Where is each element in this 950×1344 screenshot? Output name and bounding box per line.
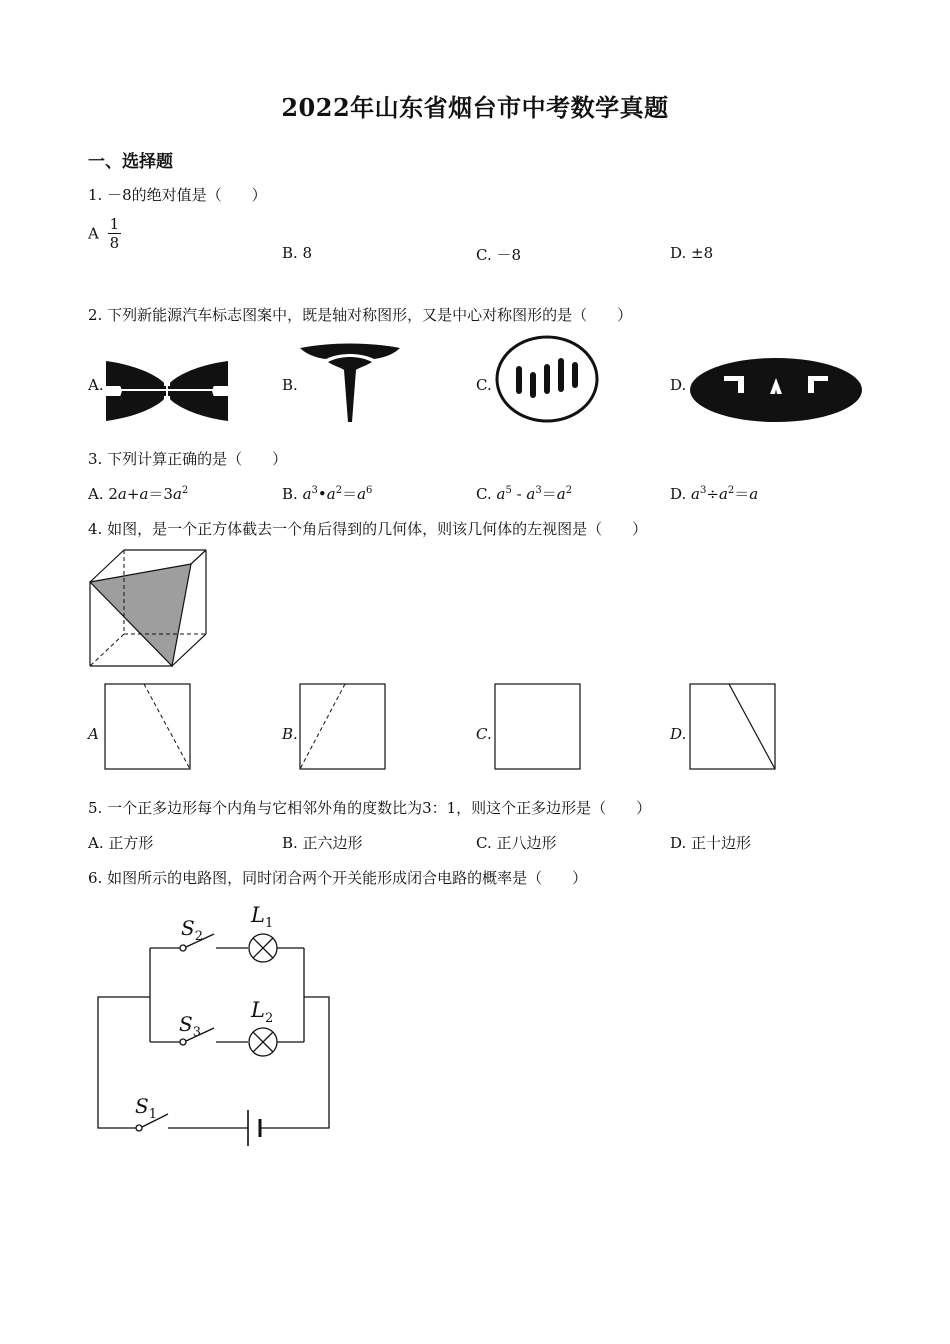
logo-b-t-shape[interactable]: [298, 344, 402, 424]
question-5-stem: 5. 一个正多边形每个内角与它相邻外角的度数比为3：1，则这个正多边形是（ ）: [88, 799, 652, 817]
cut-cube-figure: [86, 546, 212, 672]
q3b-eq: ＝: [342, 485, 358, 503]
q5-option-d[interactable]: D. 正十边形: [670, 834, 752, 852]
q4-option-b-label[interactable]: B.: [282, 725, 298, 743]
q3d-op: ÷: [706, 485, 719, 503]
label-subscript: 2: [264, 1011, 274, 1027]
exponent: 5: [505, 485, 512, 496]
logo-a-x-shape[interactable]: [104, 358, 230, 424]
label-letter: L: [251, 998, 265, 1022]
page-title: 2022年山东省烟台市中考数学真题: [281, 93, 669, 122]
label-letter: S: [179, 1012, 193, 1036]
question-4-stem: 4. 如图，是一个正方体截去一个角后得到的几何体，则该几何体的左视图是（ ）: [88, 520, 648, 538]
var-a: a: [302, 485, 312, 503]
q5-option-c[interactable]: C. 正八边形: [476, 834, 557, 852]
lamp-l2-label: [251, 998, 273, 1026]
var-a: a: [556, 485, 566, 503]
q3c-op: -: [511, 485, 527, 503]
switch-s2-label: [181, 916, 203, 944]
question-3-stem: 3. 下列计算正确的是（ ）: [88, 450, 288, 468]
label-subscript: 3: [192, 1025, 201, 1040]
fraction-numerator: 1: [109, 215, 120, 233]
q4-option-d-label[interactable]: D.: [670, 725, 687, 743]
logo-c-circle-bars[interactable]: [494, 334, 600, 424]
label-letter: L: [251, 903, 265, 927]
lamp-l1-label: [251, 903, 273, 931]
var-a: a: [139, 485, 149, 503]
q4-option-a-label[interactable]: A: [88, 725, 99, 743]
exponent: 3: [535, 485, 542, 496]
q3a-op: +: [126, 485, 140, 503]
label-subscript: 1: [148, 1107, 157, 1122]
q4-option-a-view[interactable]: [104, 683, 192, 771]
q3-option-d[interactable]: [670, 483, 758, 504]
q2-option-c-label[interactable]: C.: [476, 376, 492, 394]
label-subscript: 1: [264, 916, 274, 932]
q3b-text: B.: [282, 485, 303, 503]
q3d-text: D.: [670, 485, 692, 503]
fraction-denominator: 8: [109, 234, 120, 252]
q3c-text: C.: [476, 485, 497, 503]
var-a: a: [526, 485, 536, 503]
exponent: 2: [727, 485, 735, 496]
q3a-eq: ＝3: [148, 485, 173, 503]
q3d-eq: ＝: [734, 485, 750, 503]
q4-option-c-view[interactable]: [494, 683, 582, 771]
var-a: a: [117, 485, 127, 503]
switch-s3-label: [179, 1012, 201, 1040]
var-a: a: [718, 485, 728, 503]
q4-option-d-view[interactable]: [689, 683, 777, 771]
label-letter: S: [135, 1094, 149, 1118]
label-letter: S: [181, 916, 195, 940]
exponent: 2: [335, 485, 343, 496]
section-heading: 一、选择题: [88, 152, 173, 172]
q5-option-b[interactable]: B. 正六边形: [282, 834, 363, 852]
q1-option-b[interactable]: B. 8: [282, 244, 313, 262]
var-a: a: [357, 485, 367, 503]
q1-option-a[interactable]: [88, 215, 121, 252]
q4-option-b-view[interactable]: [299, 683, 387, 771]
label-subscript: 2: [194, 929, 203, 944]
q3c-eq: ＝: [541, 485, 557, 503]
exponent: 3: [699, 485, 707, 496]
q1-option-c[interactable]: C. －8: [476, 246, 522, 264]
exponent: 2: [565, 485, 573, 496]
question-6-stem: 6. 如图所示的电路图，同时闭合两个开关能形成闭合电路的概率是（ ）: [88, 869, 588, 887]
q2-option-d-label[interactable]: D.: [670, 376, 687, 394]
logo-d-ellipse[interactable]: [688, 356, 864, 424]
q2-option-a-label[interactable]: A.: [88, 376, 104, 394]
var-a: a: [172, 485, 182, 503]
exponent: 2: [181, 485, 189, 496]
fraction: [108, 215, 122, 252]
circuit-diagram: [96, 900, 336, 1152]
q3-option-c[interactable]: [476, 483, 572, 504]
var-a: a: [749, 485, 759, 503]
var-a: a: [691, 485, 700, 503]
q3a-text: A. 2: [88, 485, 118, 503]
q1-option-a-prefix: A: [88, 224, 99, 243]
q1-option-d[interactable]: D. ±8: [670, 244, 714, 262]
exponent: 6: [366, 485, 373, 496]
var-a: a: [326, 485, 336, 503]
q4-option-c-label[interactable]: C.: [476, 725, 492, 743]
q5-option-a[interactable]: A. 正方形: [88, 834, 154, 852]
switch-s1-label: [135, 1094, 157, 1122]
question-1-stem: 1. －8的绝对值是（ ）: [88, 186, 267, 204]
q2-option-b-label[interactable]: B.: [282, 376, 298, 394]
question-2-stem: 2. 下列新能源汽车标志图案中，既是轴对称图形，又是中心对称图形的是（ ）: [88, 306, 633, 324]
q3-option-a[interactable]: [88, 483, 188, 504]
var-a: a: [496, 485, 506, 503]
q3-option-b[interactable]: [282, 483, 372, 504]
q3b-op: •: [317, 485, 327, 503]
exponent: 3: [311, 485, 318, 496]
